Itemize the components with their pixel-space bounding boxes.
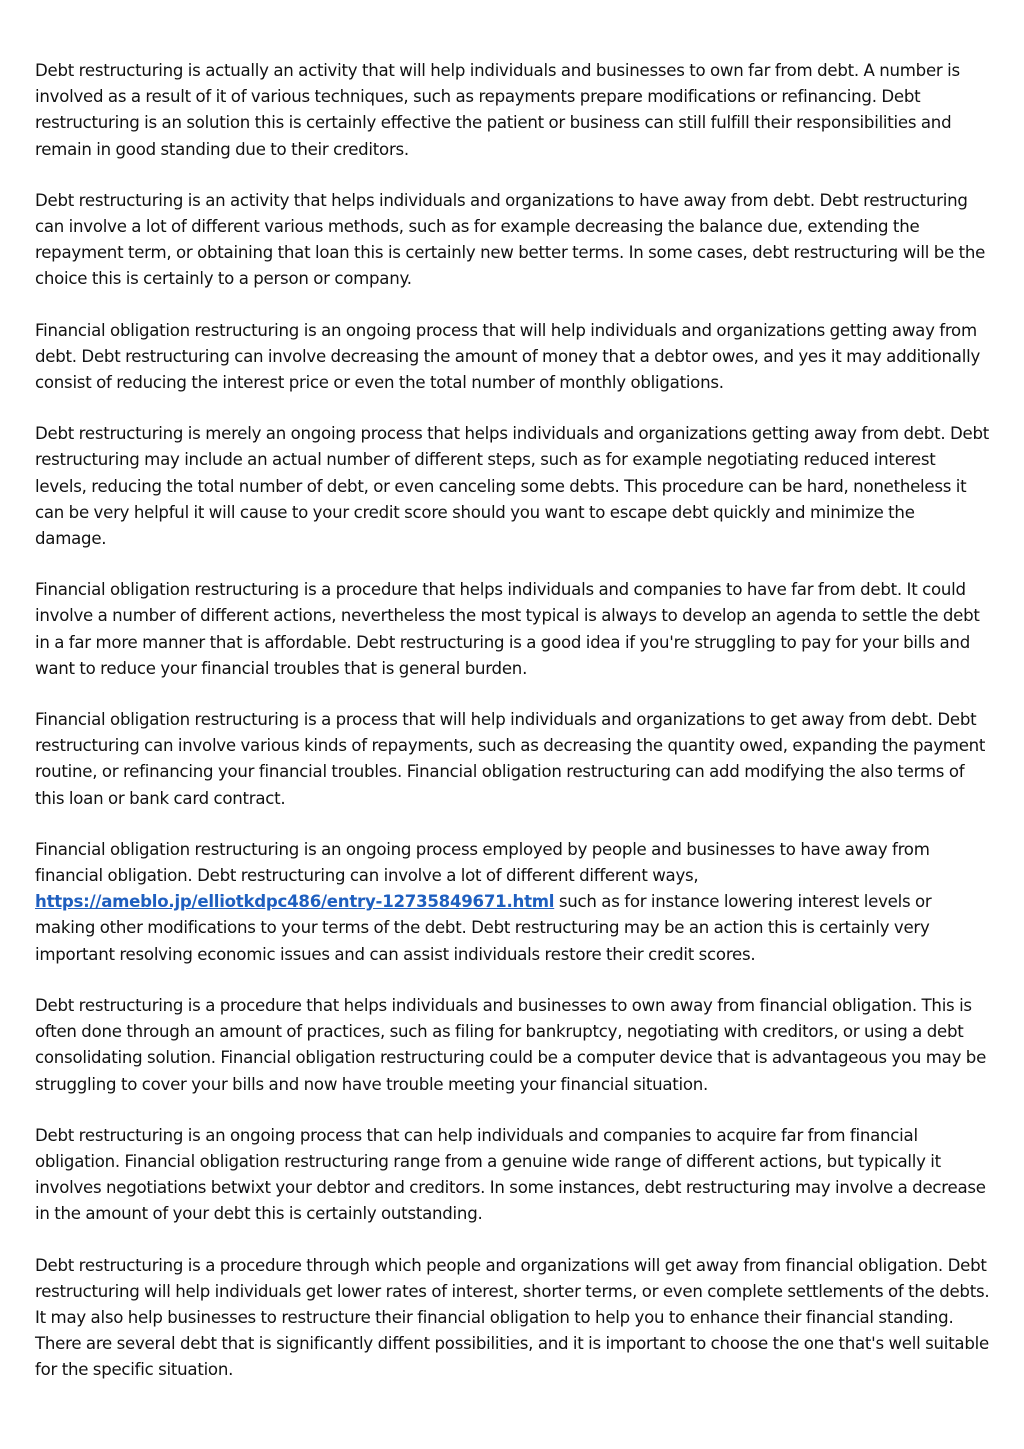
paragraph-2: Debt restructuring is an activity that helps individuals and organizations to have away from debt. Debt restructuring can involve a lot of different various methods, such as for example decreasing the balance due, extending the repayment term, or obtaining that loan this is certainly new better terms. In some cases, debt restructuring will be the choice this is certainly to a person or company. [35,190,986,289]
paragraph-5: Financial obligation restructuring is a procedure that helps individuals and companies to have far from debt. It could involve a number of different actions, nevertheless the most typical is always to develop an agenda to settle the debt in a far more manner that is affordable. Debt restructuring is a good idea if you're struggling to pay for your bills and want to reduce your financial troubles that is general burden. [35,580,980,678]
paragraph-3: Financial obligation restructuring is an ongoing process that will help individuals and organizations getting away from debt. Debt restructuring can involve decreasing the amount of money that a debtor owes, and yes it may additionally consist of reducing the interest price or even the total number of monthly obligations. [35,320,981,393]
article-link[interactable]: https://ameblo.jp/elliotkdpc486/entry-12735849671.html [35,892,555,912]
paragraph-8: Debt restructuring is a procedure that helps individuals and businesses to own away from financial obligation. This is often done through an amount of practices, such as filing for bankruptcy, negotiating with creditors, or using a debt consolidating solution. Financial obligation restructuring could be a computer device that is advantageous you may be struggling to cover your bills and now have trouble meeting your financial situation. [35,995,987,1094]
paragraph-10: Debt restructuring is a procedure through which people and organizations will get away from financial obligation. Debt restructuring will help individuals get lower rates of interest, shorter terms, or even complete settlements of the debts. It may also help businesses to restructure their financial obligation to help you to enhance their financial standing. There are several debt that is significantly diffent possibilities, and it is important to choose the one that's well suitable for the specific situation. [35,1255,990,1380]
paragraph-4: Debt restructuring is merely an ongoing process that helps individuals and organizations getting away from debt. Debt restructuring may include an actual number of different steps, such as for example negotiating reduced interest levels, reducing the total number of debt, or even canceling some debts. This procedure can be hard, nonetheless it can be very helpful it will cause to your credit score should you want to escape debt quickly and minimize the damage. [35,424,990,549]
paragraph-7-text-before: Financial obligation restructuring is an ongoing process employed by people and businesses to have away from financial obligation. Debt restructuring can involve a lot of different different ways, [35,839,930,886]
paragraph-7-with-link [35,837,990,968]
paragraph-9: Debt restructuring is an ongoing process that can help individuals and companies to acquire far from financial obligation. Financial obligation restructuring range from a genuine wide range of different actions, but typically it involves negotiations betwixt your debtor and creditors. In some instances, debt restructuring may involve a decrease in the amount of your debt this is certainly outstanding. [35,1125,986,1224]
paragraph-7-text-after: such as for instance lowering interest levels or making other modifications to your terms of the debt. Debt restructuring may be an action this is certainly very important resolving economic issues and can assist individuals restore their credit scores. [35,892,932,964]
paragraph-6: Financial obligation restructuring is a process that will help individuals and organizations to get away from debt. Debt restructuring can involve various kinds of repayments, such as decreasing the quantity owed, expanding the payment routine, or refinancing your financial troubles. Financial obligation restructuring can add modifying the also terms of this loan or bank card contract. [35,710,986,808]
paragraph-1: Debt restructuring is actually an activity that will help individuals and businesses to own far from debt. A number is involved as a result of it of various techniques, such as repayments prepare modifications or refinancing. Debt restructuring is an solution this is certainly effective the patient or business can still fulfill their responsibilities and remain in good standing due to their creditors. [35,61,960,159]
